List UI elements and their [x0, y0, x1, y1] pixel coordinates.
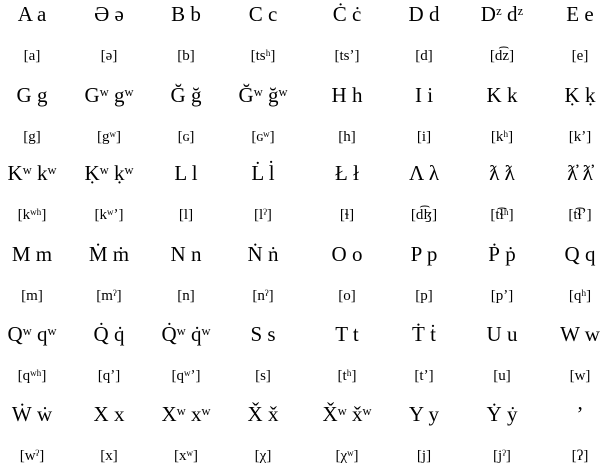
letter-pair: K k [486, 83, 518, 107]
ipa-transcription: [kʷʰ] [17, 207, 47, 223]
letter-pair: Xʷ xʷ [161, 402, 211, 426]
ipa-transcription: [pʼ] [490, 288, 514, 304]
ipa-transcription: [d] [415, 48, 433, 64]
letter-pair: M m [11, 242, 53, 266]
ipa-transcription: [t͡ɬʰ] [490, 207, 514, 223]
ipa-transcription: [s] [255, 368, 271, 384]
letter-pair: C c [248, 2, 278, 26]
ipa-transcription: [d͡z] [489, 48, 515, 64]
ipa-transcription: [d͡ɮ] [410, 207, 438, 223]
letter-pair: Ṅ ṅ [247, 242, 279, 266]
ipa-transcription: [l] [178, 207, 194, 223]
letter-pair: B b [171, 2, 201, 26]
ipa-transcription: [kʷʼ] [94, 207, 124, 223]
letter-pair: Ł ł [335, 161, 359, 185]
ipa-transcription: [m] [21, 288, 43, 304]
letter-pair: W w [560, 322, 600, 346]
letter-pair: Ḳʷ ḳʷ [84, 161, 134, 185]
ipa-transcription: [u] [493, 368, 511, 384]
ipa-transcription: [tsʼ] [334, 48, 360, 64]
letter-pair: D d [408, 2, 440, 26]
letter-pair: Ẏ ẏ [486, 402, 518, 426]
ipa-transcription: [nˀ] [252, 288, 274, 304]
ipa-transcription: [qʼ] [97, 368, 121, 384]
ipa-transcription: [t͡ɬʼ] [568, 207, 592, 223]
ipa-transcription: [ə] [100, 48, 118, 64]
ipa-transcription: [xʷ] [174, 448, 198, 464]
letter-pair: Ḳ ḳ [564, 83, 596, 107]
ipa-transcription: [kʼ] [568, 129, 592, 145]
letter-pair: I i [414, 83, 434, 107]
ipa-transcription: [tsʰ] [250, 48, 276, 64]
ipa-transcription: [qʷʼ] [171, 368, 201, 384]
ipa-transcription: [χʷ] [335, 448, 359, 464]
letter-pair: Ṁ ṁ [88, 242, 130, 266]
letter-pair: N n [170, 242, 202, 266]
letter-pair: O o [331, 242, 363, 266]
letter-pair: Q̇ʷ q̇ʷ [161, 322, 211, 346]
letter-pair: ʼ [576, 402, 584, 426]
ipa-transcription: [ɬ] [339, 207, 355, 223]
ipa-transcription: [lˀ] [254, 207, 272, 223]
ipa-transcription: [i] [416, 129, 432, 145]
letter-pair: T t [335, 322, 359, 346]
ipa-transcription: [gʷ] [97, 129, 121, 145]
letter-pair: G g [16, 83, 48, 107]
letter-pair: E e [566, 2, 594, 26]
letter-pair: Y y [408, 402, 440, 426]
letter-pair: ƛ ƛ [489, 161, 515, 185]
letter-pair: Gʷ gʷ [84, 83, 134, 107]
letter-pair: Kʷ kʷ [7, 161, 57, 185]
letter-pair: A a [17, 2, 47, 26]
ipa-transcription: [ɢʷ] [251, 129, 275, 145]
ipa-transcription: [a] [23, 48, 41, 64]
ipa-transcription: [j] [416, 448, 432, 464]
ipa-transcription: [mˀ] [96, 288, 122, 304]
letter-pair: X x [93, 402, 125, 426]
letter-pair: S s [250, 322, 276, 346]
letter-pair: L l [174, 161, 198, 185]
ipa-transcription: [g] [23, 129, 41, 145]
letter-pair: Λ λ [408, 161, 440, 185]
ipa-transcription: [h] [338, 129, 356, 145]
ipa-transcription: [kʰ] [490, 129, 514, 145]
ipa-transcription: [wˀ] [19, 448, 45, 464]
letter-pair: U u [486, 322, 518, 346]
letter-pair: Ğʷ ğʷ [238, 83, 288, 107]
letter-pair: X̌ x̌ [247, 402, 279, 426]
ipa-transcription: [o] [338, 288, 356, 304]
ipa-transcription: [ʔ] [571, 448, 589, 464]
letter-pair: Ṫ ṫ [412, 322, 436, 346]
ipa-transcription: [jˀ] [493, 448, 511, 464]
ipa-transcription: [b] [177, 48, 195, 64]
letter-pair: H h [331, 83, 363, 107]
letter-pair: P p [410, 242, 438, 266]
letter-pair: Dᶻ dᶻ [480, 2, 524, 26]
ipa-transcription: [p] [415, 288, 433, 304]
ipa-transcription: [tʼ] [414, 368, 434, 384]
ipa-transcription: [tʰ] [337, 368, 357, 384]
ipa-transcription: [n] [177, 288, 195, 304]
letter-pair: Ṗ ṗ [488, 242, 516, 266]
letter-pair: Ċ ċ [332, 2, 362, 26]
letter-pair: Q̇ q̇ [93, 322, 125, 346]
ipa-transcription: [ɢ] [177, 129, 195, 145]
letter-pair: Qʷ qʷ [7, 322, 57, 346]
letter-pair: Ẇ ẇ [11, 402, 53, 426]
letter-pair: X̌ʷ x̌ʷ [322, 402, 372, 426]
ipa-transcription: [w] [569, 368, 591, 384]
letter-pair: ƛ̓ ƛ̓ [567, 161, 593, 185]
ipa-transcription: [e] [571, 48, 589, 64]
letter-pair: L̇ l̇ [251, 161, 275, 185]
ipa-transcription: [x] [100, 448, 118, 464]
letter-pair: Q q [564, 242, 596, 266]
ipa-transcription: [χ] [254, 448, 272, 464]
ipa-transcription: [qʰ] [568, 288, 592, 304]
ipa-transcription: [qʷʰ] [17, 368, 47, 384]
letter-pair: Ğ ğ [170, 83, 202, 107]
letter-pair: Ə ə [94, 2, 124, 26]
